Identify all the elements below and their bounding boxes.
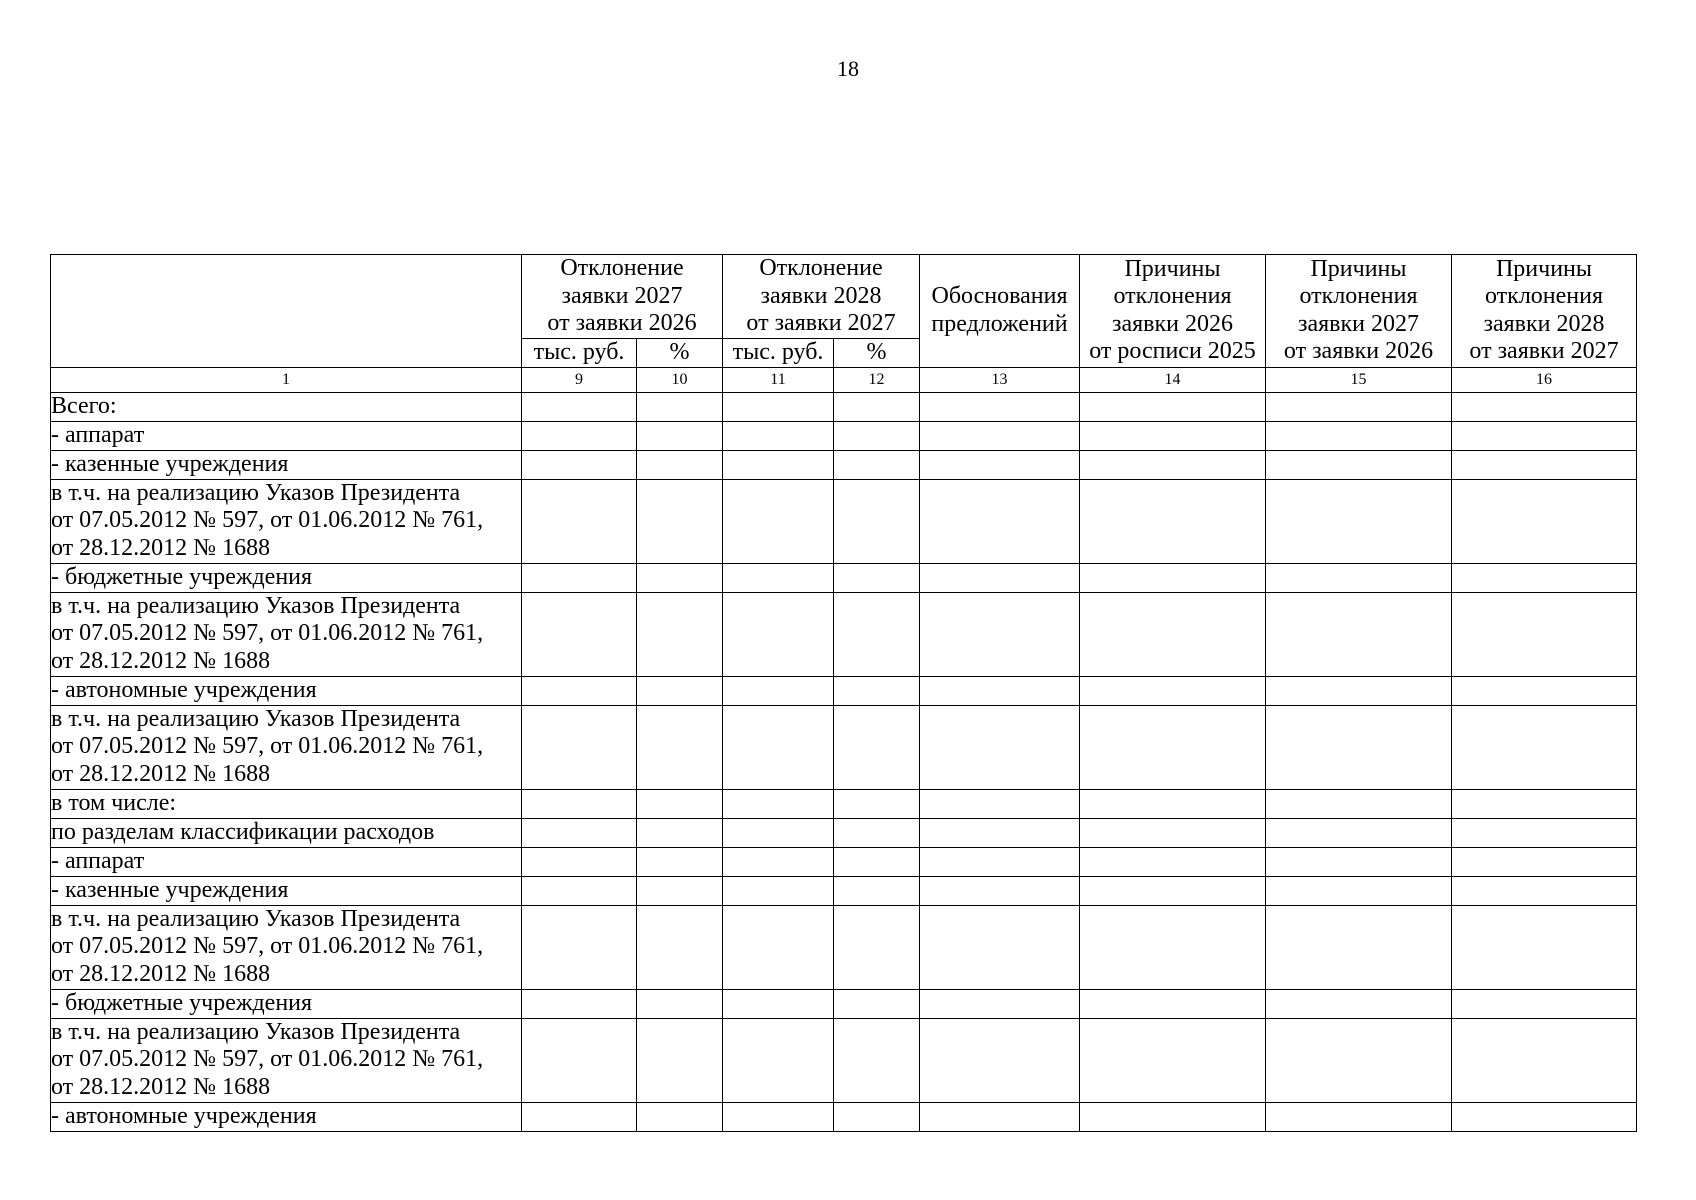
table-header [51, 255, 1637, 368]
table-cell [723, 392, 834, 421]
table-cell [920, 392, 1080, 421]
header-unit-percent-2027: % [637, 339, 723, 368]
table-cell [723, 592, 834, 676]
row-label-line: по разделам классификации расходов [51, 818, 435, 845]
table-cell [834, 1102, 920, 1131]
table-cell [1080, 789, 1266, 818]
header-reasons-2026 [1080, 255, 1266, 368]
table-cell [834, 989, 920, 1018]
header-unit-percent-2028: % [834, 339, 920, 368]
table-cell [723, 876, 834, 905]
table-cell [1452, 563, 1637, 592]
table-cell [920, 1102, 1080, 1131]
table-cell [834, 676, 920, 705]
table-row [51, 876, 1637, 905]
row-label [51, 392, 522, 421]
table-cell [1080, 392, 1266, 421]
header-line: отклонения [1299, 283, 1418, 310]
table-cell [834, 479, 920, 563]
table-cell [1080, 876, 1266, 905]
column-number: 14 [1080, 367, 1266, 392]
row-label-line: - аппарат [51, 847, 145, 874]
column-number: 9 [522, 367, 637, 392]
table-cell [1452, 592, 1637, 676]
table-cell [723, 847, 834, 876]
row-label-line: в том числе: [51, 789, 177, 816]
table-cell [1452, 789, 1637, 818]
table-cell [522, 450, 637, 479]
table-cell [1080, 479, 1266, 563]
row-label-line: в т.ч. на реализацию Указов Президента [51, 592, 461, 619]
table-cell [920, 705, 1080, 789]
table-cell [637, 705, 723, 789]
table-cell [1452, 1018, 1637, 1102]
table-cell [1080, 592, 1266, 676]
table-cell [723, 1102, 834, 1131]
header-reasons-2028 [1452, 255, 1637, 368]
table-cell [637, 592, 723, 676]
row-label-line: Всего: [51, 392, 117, 419]
table-cell [522, 789, 637, 818]
table-cell [1452, 479, 1637, 563]
table-cell [834, 705, 920, 789]
table-cell [834, 563, 920, 592]
header-unit-amount-2028: тыс. руб. [723, 339, 834, 368]
table-cell [522, 392, 637, 421]
table-cell [1266, 392, 1452, 421]
table-cell [637, 479, 723, 563]
page-number: 18 [837, 56, 859, 81]
table-cell [637, 421, 723, 450]
table-cell [834, 1018, 920, 1102]
table-cell [920, 563, 1080, 592]
table-cell [637, 789, 723, 818]
table-body [51, 367, 1637, 1131]
table-cell [834, 876, 920, 905]
header-line: Причины [1495, 255, 1593, 282]
row-label-line: - аппарат [51, 421, 145, 448]
table-cell [1266, 705, 1452, 789]
header-line: заявки 2028 [760, 282, 882, 309]
table-row [51, 392, 1637, 421]
header-line: Причины [1124, 255, 1221, 282]
table-cell [1266, 989, 1452, 1018]
column-number: 1 [51, 367, 522, 392]
table-row [51, 847, 1637, 876]
table-cell [834, 789, 920, 818]
row-label [51, 421, 522, 450]
row-label-line: - автономные учреждения [51, 676, 317, 703]
table-cell [834, 847, 920, 876]
row-label [51, 450, 522, 479]
row-label-line: в т.ч. на реализацию Указов Президента [51, 905, 461, 932]
row-label-line: от 28.12.2012 № 1688 [51, 1073, 271, 1100]
table-cell [522, 876, 637, 905]
table-cell [1266, 1018, 1452, 1102]
table-cell [723, 421, 834, 450]
table-cell [637, 876, 723, 905]
header-line: от росписи 2025 [1089, 338, 1256, 365]
header-line: от заявки 2027 [1469, 338, 1619, 365]
table-cell [1452, 818, 1637, 847]
header-line: заявки 2028 [1483, 310, 1605, 337]
row-label [51, 563, 522, 592]
table-cell [522, 1018, 637, 1102]
header-deviation-2027 [522, 255, 723, 339]
row-label-line: в т.ч. на реализацию Указов Президента [51, 1018, 461, 1045]
table-row [51, 479, 1637, 563]
table-cell [637, 450, 723, 479]
table-row [51, 676, 1637, 705]
table-cell [1452, 705, 1637, 789]
table-cell [637, 847, 723, 876]
row-label [51, 1018, 522, 1102]
table-cell [723, 989, 834, 1018]
table-cell [723, 563, 834, 592]
table-cell [920, 592, 1080, 676]
table-cell [637, 1102, 723, 1131]
table-cell [522, 818, 637, 847]
row-label [51, 592, 522, 676]
table-cell [1452, 1102, 1637, 1131]
budget-deviation-table [50, 254, 1637, 1132]
row-label [51, 818, 522, 847]
table-cell [1080, 847, 1266, 876]
header-line: от заявки 2026 [1283, 338, 1434, 365]
table-cell [1266, 450, 1452, 479]
table-cell [920, 676, 1080, 705]
table-cell [1266, 818, 1452, 847]
row-label-line: в т.ч. на реализацию Указов Президента [51, 705, 461, 732]
row-label [51, 1102, 522, 1131]
table-cell [723, 905, 834, 989]
table-cell [920, 989, 1080, 1018]
table-row [51, 818, 1637, 847]
table-cell [920, 479, 1080, 563]
column-number: 10 [637, 367, 723, 392]
table-cell [1452, 876, 1637, 905]
header-line: заявки 2027 [561, 282, 683, 309]
row-label [51, 705, 522, 789]
table-cell [1080, 450, 1266, 479]
table-cell [1080, 421, 1266, 450]
table-cell [522, 563, 637, 592]
table-cell [920, 1018, 1080, 1102]
table-cell [723, 1018, 834, 1102]
table-cell [522, 479, 637, 563]
row-label-line: - бюджетные учреждения [51, 989, 313, 1016]
table-cell [1080, 1018, 1266, 1102]
table-cell [834, 592, 920, 676]
table-row [51, 563, 1637, 592]
table-cell [522, 847, 637, 876]
row-label-line: от 28.12.2012 № 1688 [51, 534, 271, 561]
table-cell [1080, 705, 1266, 789]
header-unit-amount-2027: тыс. руб. [522, 339, 637, 368]
header-line: Причины [1310, 255, 1407, 282]
row-label [51, 479, 522, 563]
table-cell [1080, 563, 1266, 592]
table-cell [522, 592, 637, 676]
row-label-line: от 28.12.2012 № 1688 [51, 960, 271, 987]
table-cell [1266, 847, 1452, 876]
column-number: 13 [920, 367, 1080, 392]
table-cell [1266, 421, 1452, 450]
table-cell [1080, 989, 1266, 1018]
header-line: заявки 2027 [1297, 310, 1419, 337]
table-cell [522, 676, 637, 705]
table-cell [723, 676, 834, 705]
table-cell [522, 989, 637, 1018]
table-cell [1266, 905, 1452, 989]
row-label-line: от 07.05.2012 № 597, от 01.06.2012 № 761, [51, 620, 484, 647]
column-numbers-row [51, 367, 1637, 392]
table-cell [920, 876, 1080, 905]
row-label [51, 676, 522, 705]
row-label-line: от 28.12.2012 № 1688 [51, 647, 271, 674]
row-label-line: от 28.12.2012 № 1688 [51, 760, 271, 787]
table-row [51, 789, 1637, 818]
table-cell [1266, 563, 1452, 592]
header-line: заявки 2026 [1111, 310, 1233, 337]
table-cell [723, 789, 834, 818]
table-cell [637, 818, 723, 847]
table-row [51, 705, 1637, 789]
table-row [51, 592, 1637, 676]
table-cell [723, 705, 834, 789]
header-reasons-2027 [1266, 255, 1452, 368]
column-number: 16 [1452, 367, 1637, 392]
table-cell [920, 818, 1080, 847]
header-row [51, 255, 1637, 339]
table-row [51, 905, 1637, 989]
table-row [51, 450, 1637, 479]
row-label [51, 876, 522, 905]
table-row [51, 1102, 1637, 1131]
table-cell [723, 818, 834, 847]
row-label-line: в т.ч. на реализацию Указов Президента [51, 479, 461, 506]
table-cell [1452, 847, 1637, 876]
column-number: 11 [723, 367, 834, 392]
table-cell [920, 789, 1080, 818]
table-cell [1266, 1102, 1452, 1131]
table-cell [637, 563, 723, 592]
header-line: Отклонение [560, 255, 684, 282]
header-line: Отклонение [759, 255, 883, 282]
table-cell [834, 392, 920, 421]
table-row [51, 989, 1637, 1018]
table-cell [1266, 876, 1452, 905]
table-cell [1452, 421, 1637, 450]
table-cell [637, 989, 723, 1018]
column-number: 12 [834, 367, 920, 392]
table-cell [1266, 479, 1452, 563]
table-cell [522, 705, 637, 789]
row-label-line: от 07.05.2012 № 597, от 01.06.2012 № 761, [51, 733, 484, 760]
table-cell [637, 392, 723, 421]
table-cell [920, 905, 1080, 989]
row-label-line: - казенные учреждения [51, 450, 289, 477]
table-cell [1452, 450, 1637, 479]
table-cell [834, 421, 920, 450]
table-cell [834, 905, 920, 989]
table-cell [1266, 676, 1452, 705]
table-cell [1452, 392, 1637, 421]
table-cell [920, 847, 1080, 876]
header-line: отклонения [1113, 283, 1232, 310]
header-line: от заявки 2027 [746, 310, 896, 337]
table-cell [1080, 818, 1266, 847]
table-cell [834, 450, 920, 479]
table-cell [522, 1102, 637, 1131]
table-cell [1452, 905, 1637, 989]
table-cell [1452, 989, 1637, 1018]
header-justification [920, 255, 1080, 368]
table-cell [834, 818, 920, 847]
table-cell [920, 450, 1080, 479]
row-label-line: от 07.05.2012 № 597, от 01.06.2012 № 761, [51, 933, 484, 960]
header-blank-cell [51, 255, 522, 368]
row-label-line: - казенные учреждения [51, 876, 289, 903]
header-line: предложений [931, 310, 1068, 337]
row-label [51, 989, 522, 1018]
row-label-line: от 07.05.2012 № 597, от 01.06.2012 № 761, [51, 1046, 484, 1073]
table-cell [522, 905, 637, 989]
table-cell [723, 450, 834, 479]
header-deviation-2028 [723, 255, 920, 339]
table-cell [723, 479, 834, 563]
table-cell [1266, 789, 1452, 818]
table-cell [637, 1018, 723, 1102]
table-cell [1080, 1102, 1266, 1131]
table-cell [637, 676, 723, 705]
table-cell [637, 905, 723, 989]
table-cell [1266, 592, 1452, 676]
row-label [51, 789, 522, 818]
table-cell [920, 421, 1080, 450]
header-line: от заявки 2026 [547, 310, 697, 337]
table-cell [1452, 676, 1637, 705]
header-line: отклонения [1484, 283, 1604, 310]
row-label [51, 905, 522, 989]
row-label-line: от 07.05.2012 № 597, от 01.06.2012 № 761, [51, 507, 484, 534]
table-cell [522, 421, 637, 450]
header-line: Обоснования [931, 283, 1068, 310]
table-row [51, 1018, 1637, 1102]
row-label [51, 847, 522, 876]
row-label-line: - бюджетные учреждения [51, 563, 313, 590]
table-row [51, 421, 1637, 450]
table-cell [1080, 905, 1266, 989]
row-label-line: - автономные учреждения [51, 1102, 317, 1129]
column-number: 15 [1266, 367, 1452, 392]
table-cell [1080, 676, 1266, 705]
